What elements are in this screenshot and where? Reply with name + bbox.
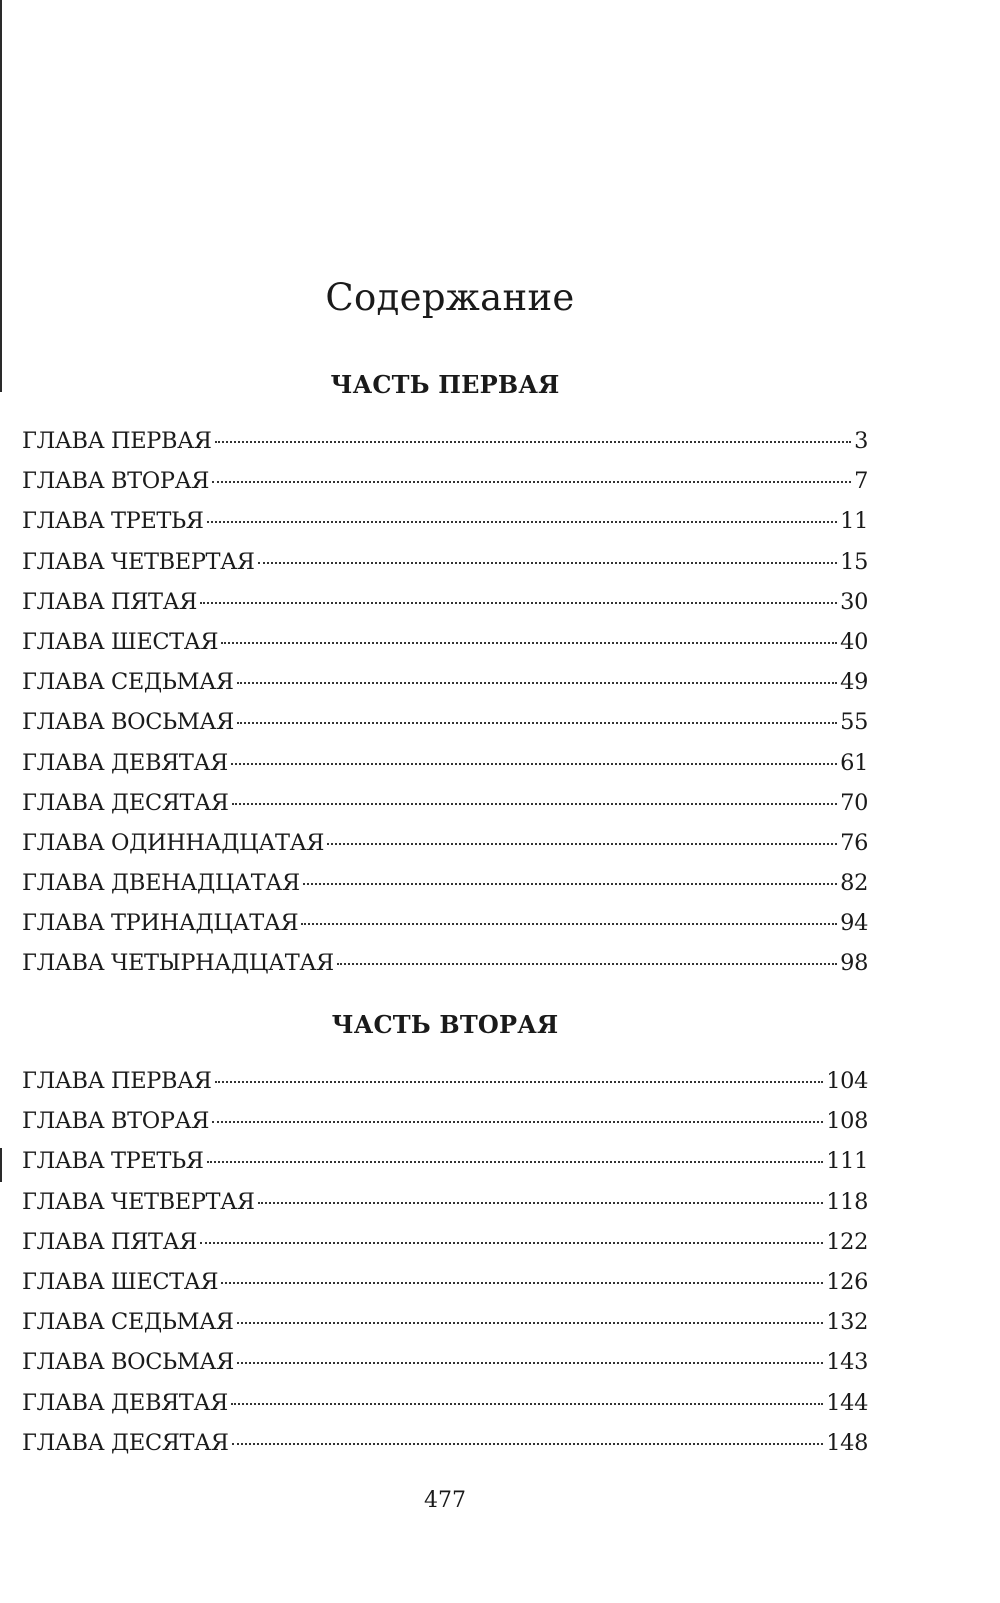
chapter-title: ГЛАВА ДЕВЯТАЯ bbox=[22, 1389, 228, 1416]
chapter-page-number: 144 bbox=[826, 1389, 868, 1416]
chapter-page-number: 98 bbox=[840, 950, 868, 977]
chapter-title: ГЛАВА ДЕСЯТАЯ bbox=[22, 789, 229, 816]
dot-leader bbox=[303, 883, 837, 885]
chapter-title: ГЛАВА ТРЕТЬЯ bbox=[22, 1148, 204, 1175]
dot-leader bbox=[215, 1081, 824, 1083]
chapter-title: ГЛАВА ТРИНАДЦАТАЯ bbox=[22, 910, 299, 937]
chapter-page-number: 11 bbox=[840, 508, 868, 535]
chapter-title: ГЛАВА ВОСЬМАЯ bbox=[22, 709, 234, 736]
dot-leader bbox=[215, 441, 852, 443]
dot-leader bbox=[301, 923, 837, 925]
dot-leader bbox=[237, 1322, 824, 1324]
dot-leader bbox=[237, 682, 838, 684]
dot-leader bbox=[212, 481, 851, 483]
scan-edge-line bbox=[0, 0, 2, 392]
chapter-page-number: 7 bbox=[854, 468, 868, 495]
chapter-title: ГЛАВА ОДИННАДЦАТАЯ bbox=[22, 829, 325, 856]
dot-leader bbox=[221, 1282, 823, 1284]
chapter-title: ГЛАВА ЧЕТВЕРТАЯ bbox=[22, 548, 255, 575]
dot-leader bbox=[212, 1121, 823, 1123]
dot-leader bbox=[337, 963, 837, 965]
chapter-page-number: 15 bbox=[840, 548, 868, 575]
dot-leader bbox=[258, 562, 838, 564]
chapter-title: ГЛАВА ШЕСТАЯ bbox=[22, 628, 219, 655]
chapter-page-number: 143 bbox=[826, 1349, 868, 1376]
chapter-title: ГЛАВА ТРЕТЬЯ bbox=[22, 508, 204, 535]
dot-leader bbox=[237, 1362, 823, 1364]
chapter-page-number: 55 bbox=[840, 709, 868, 736]
dot-leader bbox=[231, 763, 837, 765]
chapter-page-number: 126 bbox=[826, 1268, 868, 1295]
toc-entry bbox=[22, 903, 868, 943]
chapter-title: ГЛАВА СЕДЬМАЯ bbox=[22, 1309, 234, 1336]
chapter-page-number: 118 bbox=[826, 1188, 868, 1215]
toc-entry bbox=[22, 662, 868, 702]
toc-entry bbox=[22, 1342, 868, 1382]
dot-leader bbox=[258, 1202, 824, 1204]
scan-edge-line bbox=[0, 1148, 2, 1182]
toc-list-part-one bbox=[22, 421, 868, 984]
part-one-heading: ЧАСТЬ ПЕРВАЯ bbox=[330, 370, 560, 399]
toc-entry bbox=[22, 943, 868, 983]
chapter-page-number: 111 bbox=[826, 1148, 868, 1175]
part-two-heading: ЧАСТЬ ВТОРАЯ bbox=[331, 1010, 559, 1039]
toc-entry bbox=[22, 461, 868, 501]
toc-entry bbox=[22, 542, 868, 582]
toc-entry bbox=[22, 421, 868, 461]
toc-entry bbox=[22, 1222, 868, 1262]
dot-leader bbox=[232, 803, 838, 805]
chapter-title: ГЛАВА ВТОРАЯ bbox=[22, 1108, 209, 1135]
chapter-title: ГЛАВА ДЕВЯТАЯ bbox=[22, 749, 228, 776]
chapter-page-number: 148 bbox=[826, 1429, 868, 1456]
toc-entry bbox=[22, 783, 868, 823]
chapter-title: ГЛАВА ДВЕНАДЦАТАЯ bbox=[22, 870, 300, 897]
dot-leader bbox=[232, 1443, 824, 1445]
dot-leader bbox=[207, 1161, 824, 1163]
chapter-page-number: 94 bbox=[840, 910, 868, 937]
chapter-page-number: 108 bbox=[826, 1108, 868, 1135]
dot-leader bbox=[200, 602, 837, 604]
toc-entry bbox=[22, 743, 868, 783]
chapter-title: ГЛАВА ШЕСТАЯ bbox=[22, 1268, 219, 1295]
toc-entry bbox=[22, 1182, 868, 1222]
chapter-page-number: 122 bbox=[826, 1228, 868, 1255]
dot-leader bbox=[327, 843, 837, 845]
page-number: 477 bbox=[424, 1488, 466, 1513]
toc-entry bbox=[22, 1423, 868, 1463]
chapter-title: ГЛАВА СЕДЬМАЯ bbox=[22, 669, 234, 696]
chapter-page-number: 82 bbox=[840, 870, 868, 897]
chapter-page-number: 104 bbox=[826, 1068, 868, 1094]
dot-leader bbox=[200, 1242, 823, 1244]
chapter-page-number: 3 bbox=[854, 428, 868, 454]
chapter-title: ГЛАВА ЧЕТЫРНАДЦАТАЯ bbox=[22, 950, 334, 977]
dot-leader bbox=[221, 642, 837, 644]
toc-entry bbox=[22, 1141, 868, 1181]
chapter-title: ГЛАВА ЧЕТВЕРТАЯ bbox=[22, 1188, 255, 1215]
chapter-title: ГЛАВА ПЯТАЯ bbox=[22, 588, 198, 615]
page-title: Содержание bbox=[325, 276, 575, 319]
chapter-title: ГЛАВА ПЯТАЯ bbox=[22, 1228, 198, 1255]
chapter-title: ГЛАВА ПЕРВАЯ bbox=[22, 428, 212, 454]
chapter-title: ГЛАВА ВОСЬМАЯ bbox=[22, 1349, 234, 1376]
chapter-page-number: 70 bbox=[840, 789, 868, 816]
chapter-title: ГЛАВА ПЕРВАЯ bbox=[22, 1068, 212, 1094]
chapter-page-number: 49 bbox=[840, 669, 868, 696]
toc-entry bbox=[22, 823, 868, 863]
dot-leader bbox=[231, 1403, 823, 1405]
toc-entry bbox=[22, 1262, 868, 1302]
toc-entry bbox=[22, 702, 868, 742]
toc-entry bbox=[22, 1302, 868, 1342]
chapter-page-number: 40 bbox=[840, 628, 868, 655]
chapter-page-number: 76 bbox=[840, 829, 868, 856]
toc-entry bbox=[22, 582, 868, 622]
toc-entry bbox=[22, 501, 868, 541]
chapter-title: ГЛАВА ДЕСЯТАЯ bbox=[22, 1429, 229, 1456]
toc-entry bbox=[22, 863, 868, 903]
chapter-page-number: 61 bbox=[840, 749, 868, 776]
toc-entry bbox=[22, 622, 868, 662]
chapter-page-number: 30 bbox=[840, 588, 868, 615]
toc-entry bbox=[22, 1061, 868, 1101]
dot-leader bbox=[237, 722, 837, 724]
toc-entry bbox=[22, 1101, 868, 1141]
toc-list-part-two bbox=[22, 1061, 868, 1463]
dot-leader bbox=[207, 521, 838, 523]
chapter-title: ГЛАВА ВТОРАЯ bbox=[22, 468, 209, 495]
toc-entry bbox=[22, 1383, 868, 1423]
chapter-page-number: 132 bbox=[826, 1309, 868, 1336]
